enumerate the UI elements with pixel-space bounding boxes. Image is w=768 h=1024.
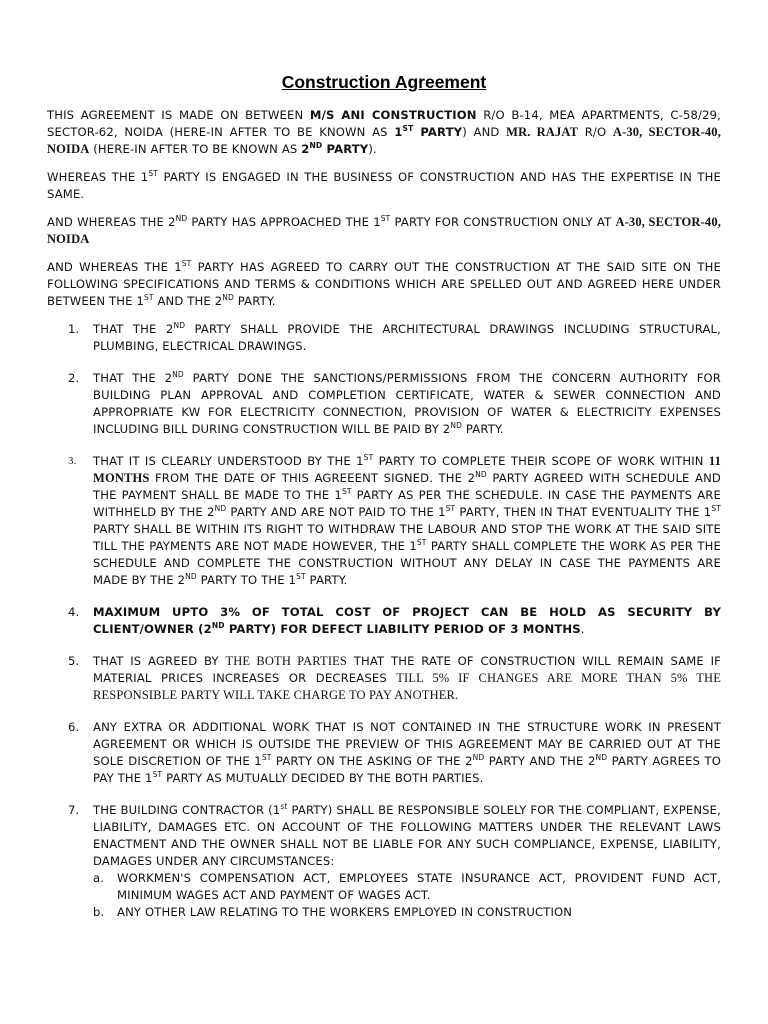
- clause-number: 7.: [68, 803, 80, 817]
- clause-number: 4.: [68, 605, 80, 619]
- list-item: 4. MAXIMUM UPTO 3% OF TOTAL COST OF PROJECT CAN BE HOLD AS SECURITY BY CLIENT/OWNER (2ND PARTY) FOR DEFECT LIABILITY PERIOD OF 3 MONTHS.: [68, 605, 721, 636]
- sub-clause-letter: a.: [93, 871, 105, 885]
- second-party-name: MR. RAJAT: [506, 125, 579, 139]
- second-party-label: 2ND PARTY: [301, 141, 369, 156]
- site-address: A-30, SECTOR-40, NOIDA: [47, 215, 721, 246]
- security-clause: MAXIMUM UPTO 3% OF TOTAL COST OF PROJECT CAN BE HOLD AS SECURITY BY CLIENT/OWNER (2ND PARTY) FOR DEFECT LIABILITY PERIOD OF 3 MONTHS: [93, 605, 721, 636]
- whereas-paragraph-2: AND WHEREAS THE 2ND PARTY HAS APPROACHED THE 1ST PARTY FOR CONSTRUCTION ONLY AT A-30, SECTOR-40, NOIDA: [47, 214, 721, 246]
- sub-clause-list: [93, 870, 721, 921]
- clause-number: 3.: [68, 455, 77, 467]
- whereas-paragraph-1: WHEREAS THE 1ST PARTY IS ENGAGED IN THE BUSINESS OF CONSTRUCTION AND HAS THE EXPERTISE IN THE SAME.: [47, 169, 721, 201]
- first-party-label: 1ST PARTY: [394, 124, 463, 139]
- intro-text: THIS AGREEMENT IS MADE ON BETWEEN: [47, 108, 310, 122]
- intro-text: ).: [368, 142, 377, 156]
- intro-text: R/O: [578, 125, 613, 139]
- page-title: Construction Agreement: [281, 72, 487, 92]
- clause-number: 5.: [68, 654, 80, 668]
- list-item: 5. THAT IS AGREED BY THE BOTH PARTIES THAT THE RATE OF CONSTRUCTION WILL REMAIN SAME IF MATERIAL PRICES INCREASES OR DECREASES TILL 5% IF CHANGES ARE MORE THAN 5% THE RESPONSIBLE PARTY WILL TAKE CHARGE TO PAY ANOTHER.: [68, 654, 721, 702]
- list-item: 7. THE BUILDING CONTRACTOR (1st PARTY) SHALL BE RESPONSIBLE SOLELY FOR THE COMPLIANT, EXPENSE, LIABILITY, DAMAGES ETC. ON ACCOUNT OF THE FOLLOWING MATTERS UNDER THE RELEVANT LAWS ENACTMENT AND THE OWNER SHALL NOT BE LIABLE FOR ANY SUCH COMPLIANCE, EXPENSE, LIABILITY, DAMAGES UNDER ANY CIRCUMSTANCES: a. WORKMEN'S COMPENSATION ACT, EMPLOYEES STATE INSURANCE ACT, PROVIDENT FUND ACT, MINIMUM WAGES ACT AND PAYMENT OF WAGES ACT. b. ANY OTHER LAW RELATING TO THE WORKERS EMPLOYED IN CONSTRUCTION: [68, 802, 721, 919]
- list-item: 2. THAT THE 2ND PARTY DONE THE SANCTIONS/PERMISSIONS FROM THE CONCERN AUTHORITY FOR BUILDING PLAN APPROVAL AND COMPLETION CERTIFICATE, WATER & SEWER CONNECTION AND APPROPRIATE KW FOR ELECTRICITY CONNECTION, PROVISION OF WATER & ELECTRICITY EXPENSES INCLUDING BILL DURING CONSTRUCTION WILL BE PAID BY 2ND PARTY.: [68, 370, 721, 436]
- first-party-name: M/S ANI CONSTRUCTION: [309, 108, 477, 122]
- sub-list-item: [93, 870, 721, 904]
- clause-number: 1.: [68, 322, 80, 336]
- duration-months: 11 MONTHS: [93, 454, 721, 485]
- clause-number: 6.: [68, 720, 80, 734]
- list-item: 6. ANY EXTRA OR ADDITIONAL WORK THAT IS NOT CONTAINED IN THE STRUCTURE WORK IN PRESENT AGREEMENT OR WHICH IS OUTSIDE THE PREVIEW OF THIS AGREEMENT MAY BE CARRIED OUT AT THE SOLE DISCRETION OF THE 1ST PARTY ON THE ASKING OF THE 2ND PARTY AND THE 2ND PARTY AGREES TO PAY THE 1ST PARTY AS MUTUALLY DECIDED BY THE BOTH PARTIES.: [68, 720, 722, 785]
- sub-clause-letter: b.: [93, 905, 105, 919]
- intro-paragraph: [47, 107, 721, 158]
- intro-text: R/O B-14, MEA APARTMENTS, C-58/29, SECTOR-62, NOIDA (HERE-IN AFTER TO BE KNOWN AS: [47, 108, 722, 139]
- sub-list-item: [93, 904, 721, 921]
- whereas-paragraph-3: AND WHEREAS THE 1ST PARTY HAS AGREED TO CARRY OUT THE CONSTRUCTION AT THE SAID SITE ON THE FOLLOWING SPECIFICATIONS AND TERMS & CONDITIONS WHICH ARE SPELLED OUT AND AGREED HERE UNDER BETWEEN THE 1ST AND THE 2ND PARTY.: [47, 259, 721, 308]
- list-item: 3. THAT IT IS CLEARLY UNDERSTOOD BY THE 1ST PARTY TO COMPLETE THEIR SCOPE OF WORK WITHIN 11 MONTHS FROM THE DATE OF THIS AGREEENT SIGNED. THE 2ND PARTY AGREED WITH SCHEDULE AND THE PAYMENT SHALL BE MADE TO THE 1ST PARTY AS PER THE SCHEDULE. IN CASE THE PAYMENTS ARE WITHHELD BY THE 2ND PARTY AND ARE NOT PAID TO THE 1ST PARTY, THEN IN THAT EVENTUALITY THE 1ST PARTY SHALL BE WITHIN ITS RIGHT TO WITHDRAW THE LABOUR AND STOP THE WORK AT THE SAID SITE TILL THE PAYMENTS ARE NOT MADE HOWEVER, THE 1ST PARTY SHALL COMPLETE THE WORK AS PER THE SCHEDULE AND COMPLETE THE CONSTRUCTION WITHOUT ANY DELAY IN CASE THE PAYMENTS ARE MADE BY THE 2ND PARTY TO THE 1ST PARTY.: [68, 453, 721, 587]
- sub-clause-text: WORKMEN'S COMPENSATION ACT, EMPLOYEES STATE INSURANCE ACT, PROVIDENT FUND ACT, MINIMUM WAGES ACT AND PAYMENT OF WAGES ACT.: [117, 871, 721, 902]
- second-party-address: A-30, SECTOR-40, NOIDA: [47, 125, 721, 156]
- clause-number: 2.: [68, 371, 80, 385]
- intro-text: (HERE-IN AFTER TO BE KNOWN AS: [89, 142, 302, 156]
- sub-clause-text: ANY OTHER LAW RELATING TO THE WORKERS EMPLOYED IN CONSTRUCTION: [117, 905, 573, 919]
- list-item: 1. THAT THE 2ND PARTY SHALL PROVIDE THE ARCHITECTURAL DRAWINGS INCLUDING STRUCTURAL, PLUMBING, ELECTRICAL DRAWINGS.: [68, 321, 721, 353]
- clause-list: [47, 321, 721, 921]
- intro-text: ) AND: [462, 125, 507, 139]
